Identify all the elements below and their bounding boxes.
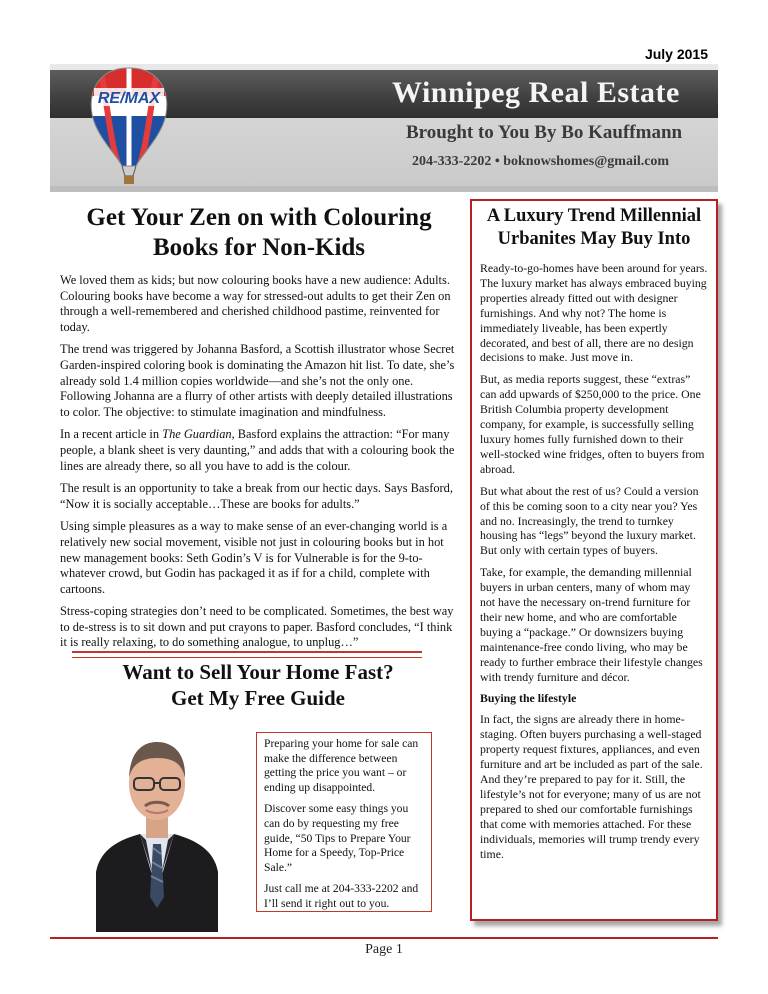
article-text: In a recent article in	[60, 427, 163, 442]
issue-date: July 2015	[644, 46, 708, 62]
sidebar-title: A Luxury Trend Millennial Urbanites May Buy Into	[486, 206, 702, 249]
remax-balloon-logo	[88, 66, 170, 190]
sidebar-paragraph: But what about the rest of us? Could a version of this be coming soon to a city near you? Yes and no. Increasingly, the trend to turnkey housing has “legs” beyond the luxury market. But only with certain types of buyers.	[480, 483, 699, 558]
article-paragraph: We loved them as kids; but now colouring books have a new audience: Adults. Colouring books have become a way for stressed-out adults to get their Zen on through a well-remembered and cherished childhood pastime, reinvented for today.	[60, 273, 451, 334]
sidebar-article	[470, 199, 718, 921]
sidebar-paragraph: Ready-to-go-homes have been around for years. The luxury market has always embraced buying properties already fitted out with designer furnishings. And why not? The home is immediately liveable, has been expertly decorated, and best of all, there are no design decisions to make. Just move in.	[480, 261, 708, 365]
sidebar-subheading: Buying the lifestyle	[480, 691, 577, 706]
guide-paragraph: Just call me at 204-333-2202 and I’ll send it right out to you.	[264, 882, 419, 910]
article-paragraph: The trend was triggered by Johanna Basford, a Scottish illustrator whose Secret Garden-inspired coloring book is dominating the Amazon hit list. To date, she’s already sold 1.4 million copies worldwide—and she’s not the only one. Following Johanna are a flurry of other artists with deeply detailed illustrations to color. The objective: to stimulate imagination and mindfulness.	[60, 342, 455, 419]
publication-name: The Guardian	[162, 427, 232, 442]
guide-heading	[72, 659, 444, 711]
banner-contact: 204-333-2202 • boknowshomes@gmail.com	[412, 154, 670, 169]
article-paragraph: The result is an opportunity to take a break from our hectic days. Says Basford, “Now it is socially acceptable…These are books for adults.”	[60, 481, 453, 511]
article-text: , Basford explains the attraction: “For many people, a blank sheet is very daunting,” and adds that with a colouring book the lines are already there, so all you have to add is the colour.	[60, 427, 455, 473]
banner-bottom-band	[50, 186, 718, 192]
page-number: Page 1	[365, 942, 403, 957]
remax-logo-text: RE/MAX	[97, 90, 161, 107]
guide-heading-line1: Want to Sell Your Home Fast?	[122, 660, 394, 684]
article-paragraph: Stress-coping strategies don’t need to be complicated. Sometimes, the best way to de-stress is to sit down and put crayons to paper. Basford concludes, “I think it is really relaxing, to do something analogue, to unplug…”	[60, 604, 454, 650]
footer-divider	[50, 937, 718, 939]
guide-paragraph: Preparing your home for sale can make the difference between getting the price you want – or ending up disappointed.	[264, 737, 419, 794]
agent-portrait	[96, 722, 218, 932]
sidebar-paragraph: In fact, the signs are already there in home-staging. Often buyers purchasing a well-staged property request fixtures, appliances, and even furniture and art be included as part of the sale. And they’re prepared to pay for it. Still, the lifestyle’s not for everyone; many of us are not prepared to shed our comfortable furnishings that come with memories attached. For these individuals, memories will trump trendy every time.	[480, 712, 703, 861]
article-paragraph	[60, 427, 458, 474]
free-guide-box	[256, 732, 432, 912]
article-paragraph: Using simple pleasures as a way to make sense of an ever-changing world is a relatively new social movement, visible not just in colouring books but in hot new management books: Seth Godin’s V is for Vulnerable is for the 9-to-whatever crowd, but Godin has packaged it as if for a child, complete with cartoons.	[60, 519, 448, 596]
guide-heading-line2: Get My Free Guide	[171, 686, 345, 710]
guide-paragraph: Discover some easy things you can do by requesting my free guide, “50 Tips to Prepare Your Home for a Speedy, Top-Price Sale.”	[264, 802, 411, 874]
banner-title: Winnipeg Real Estate	[392, 76, 680, 109]
main-article-title: Get Your Zen on with Colouring Books for Non-Kids	[86, 204, 432, 261]
sidebar-paragraph: But, as media reports suggest, these “extras” can add upwards of $250,000 to the price. One British Columbia property development company, for example, is successfully selling luxury homes fully furnished down to their well-stocked wine fridges, often to buyers from abroad.	[480, 372, 705, 476]
header-banner	[50, 64, 718, 192]
section-divider	[72, 651, 422, 658]
main-article	[60, 203, 458, 658]
banner-subtitle: Brought to You By Bo Kauffmann	[406, 122, 683, 143]
sidebar-paragraph: Take, for example, the demanding millennial buyers in urban centers, many of whom may not have the necessary on-trend furniture for their new home, and who are comfortable buying a “package.” Or downsizers buying maintenance-free condo living, who may be ready to further embrace their lifestyle changes with trendy furniture and décor.	[480, 565, 703, 684]
